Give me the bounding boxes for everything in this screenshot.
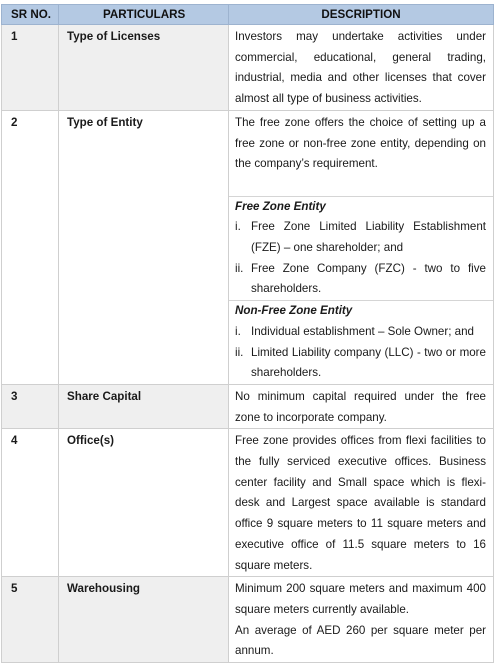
list-item <box>235 217 486 258</box>
row-particular: Type of Licenses <box>59 25 229 111</box>
free-zone-info-table <box>1 4 494 663</box>
list-item-text: Limited Liability company (LLC) - two or more shareholders. <box>251 345 486 380</box>
list-item-text: Free Zone Limited Liability Establishment (FZE) – one shareholder; and <box>251 220 486 255</box>
list-item <box>235 343 486 384</box>
row-description-cell <box>229 577 494 663</box>
list-item-text: Individual establishment – Sole Owner; and <box>251 324 474 338</box>
list-item <box>235 259 486 300</box>
row-description: Investors may undertake activities under commercial, educational, general trading, industrial, media and other licenses that cover almost all type of business activities. <box>229 25 494 111</box>
row-particular: Warehousing <box>59 577 229 663</box>
list-item-number: ii. <box>235 261 244 275</box>
list-item-number: i. <box>235 324 241 338</box>
row-description: Free zone provides offices from flexi facilities to the fully serviced executive offices. Business center facility and Small space which is flexi-desk and Largest space available is standard office 9 square meters to 11 square meters and executive office of 11.5 square meters to 16 square meters. <box>229 429 494 577</box>
list-item-number: ii. <box>235 345 244 359</box>
spacer <box>235 175 486 196</box>
header-sr-no: SR NO. <box>2 5 59 25</box>
free-zone-entity-title: Free Zone Entity <box>235 199 326 213</box>
table-row <box>2 110 494 384</box>
free-zone-entity-block <box>229 196 493 301</box>
table-row <box>2 577 494 663</box>
table-row <box>2 384 494 428</box>
row-sr-number: 5 <box>2 577 59 663</box>
non-free-zone-entity-title: Non-Free Zone Entity <box>235 304 353 318</box>
row-description: Minimum 200 square meters and maximum 400 square meters currently available. <box>235 582 486 616</box>
table-header-row <box>2 5 494 25</box>
row-sr-number: 1 <box>2 25 59 111</box>
row-description: The free zone offers the choice of setting up a free zone or non-free zone entity, depending on the company’s requirement. <box>235 115 486 171</box>
list-item-number: i. <box>235 220 241 234</box>
list-item-text: Free Zone Company (FZC) - two to five shareholders. <box>251 261 486 296</box>
table-row <box>2 25 494 111</box>
row-description: No minimum capital required under the free zone to incorporate company. <box>229 384 494 428</box>
header-particulars: PARTICULARS <box>59 5 229 25</box>
row-sr-number: 4 <box>2 429 59 577</box>
header-description: DESCRIPTION <box>229 5 494 25</box>
row-particular: Share Capital <box>59 384 229 428</box>
non-free-zone-entity-block <box>229 300 493 384</box>
list-item <box>235 322 486 343</box>
row-description-cell <box>229 110 494 384</box>
row-particular: Office(s) <box>59 429 229 577</box>
row-sr-number: 2 <box>2 110 59 384</box>
row-description-2: An average of AED 260 per square meter per annum. <box>235 623 486 658</box>
row-sr-number: 3 <box>2 384 59 428</box>
table-row <box>2 429 494 577</box>
row-particular: Type of Entity <box>59 110 229 384</box>
